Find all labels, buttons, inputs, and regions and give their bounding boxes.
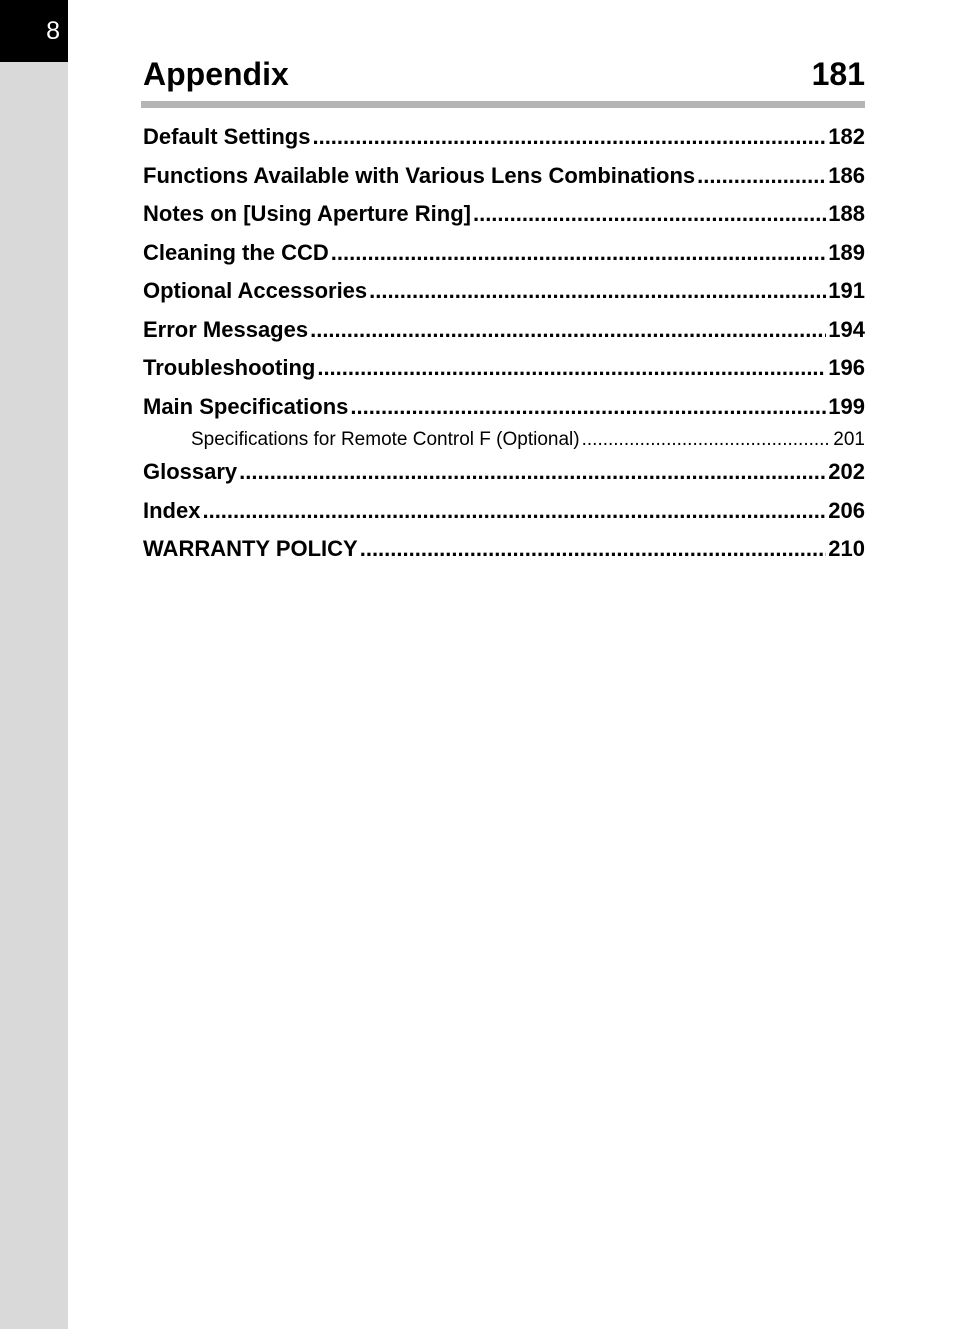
- toc-entry-page: 186: [828, 162, 865, 188]
- toc-entry-label: Index: [143, 497, 201, 523]
- chapter-page-number: 181: [811, 55, 865, 92]
- toc-entry[interactable]: [143, 195, 865, 234]
- toc-entry-page: 196: [828, 355, 865, 380]
- toc-entry[interactable]: [143, 234, 865, 273]
- toc-entry-label: Notes on [Using Aperture Ring]: [143, 201, 471, 226]
- toc-entry[interactable]: [143, 157, 865, 196]
- chapter-title: Appendix: [143, 55, 289, 92]
- toc-entry-page: 189: [828, 239, 865, 265]
- toc-entry-page: 188: [828, 201, 865, 226]
- toc-entry[interactable]: [143, 492, 865, 531]
- toc-entry[interactable]: [143, 311, 865, 350]
- toc-dot-leader: [202, 492, 826, 531]
- toc-entry-page: 202: [828, 459, 865, 484]
- toc-entry-page: 199: [828, 393, 865, 419]
- toc-dot-leader: [369, 272, 826, 311]
- toc-dot-leader: [360, 530, 827, 569]
- toc-dot-leader: [582, 426, 832, 453]
- toc-entry-page: 194: [828, 316, 865, 342]
- toc-entry-label: Error Messages: [143, 316, 309, 342]
- toc-entry-label: Troubleshooting: [143, 355, 316, 380]
- toc-entry-label: Functions Available with Various Lens Combinations: [143, 162, 696, 188]
- toc-entry-label: Cleaning the CCD: [143, 239, 329, 265]
- toc-subentry[interactable]: [143, 426, 865, 453]
- toc-dot-leader: [331, 234, 826, 273]
- toc-dot-leader: [697, 157, 826, 196]
- toc-entry-label: WARRANTY POLICY: [143, 536, 358, 561]
- toc-entry[interactable]: [143, 272, 865, 311]
- toc-dot-leader: [310, 311, 826, 350]
- table-of-contents: [143, 118, 865, 569]
- header-rule: [141, 101, 865, 108]
- side-margin-strip: [0, 0, 68, 1329]
- toc-entry-label: Glossary: [143, 459, 238, 484]
- toc-entry-page: 210: [828, 536, 865, 561]
- toc-entry-label: Main Specifications: [143, 393, 349, 419]
- toc-entry-page: 206: [828, 497, 865, 523]
- toc-dot-leader: [239, 453, 826, 492]
- toc-entry[interactable]: [143, 453, 865, 492]
- toc-dot-leader: [473, 195, 826, 234]
- toc-dot-leader: [350, 388, 826, 427]
- toc-dot-leader: [312, 118, 826, 157]
- toc-entry[interactable]: [143, 349, 865, 388]
- toc-entry[interactable]: [143, 530, 865, 569]
- toc-entry[interactable]: [143, 388, 865, 427]
- toc-entry-label: Optional Accessories: [143, 278, 368, 303]
- toc-subentry-page: 201: [833, 429, 865, 450]
- chapter-tab-number: 8: [46, 16, 60, 45]
- toc-entry[interactable]: [143, 118, 865, 157]
- chapter-tab: [0, 0, 68, 62]
- toc-entry-page: 182: [828, 124, 865, 149]
- toc-entry-label: Default Settings: [143, 124, 311, 149]
- toc-subentry-label: Specifications for Remote Control F (Optional): [191, 429, 580, 450]
- toc-entry-page: 191: [828, 278, 865, 303]
- toc-dot-leader: [317, 349, 826, 388]
- chapter-header: [143, 52, 865, 96]
